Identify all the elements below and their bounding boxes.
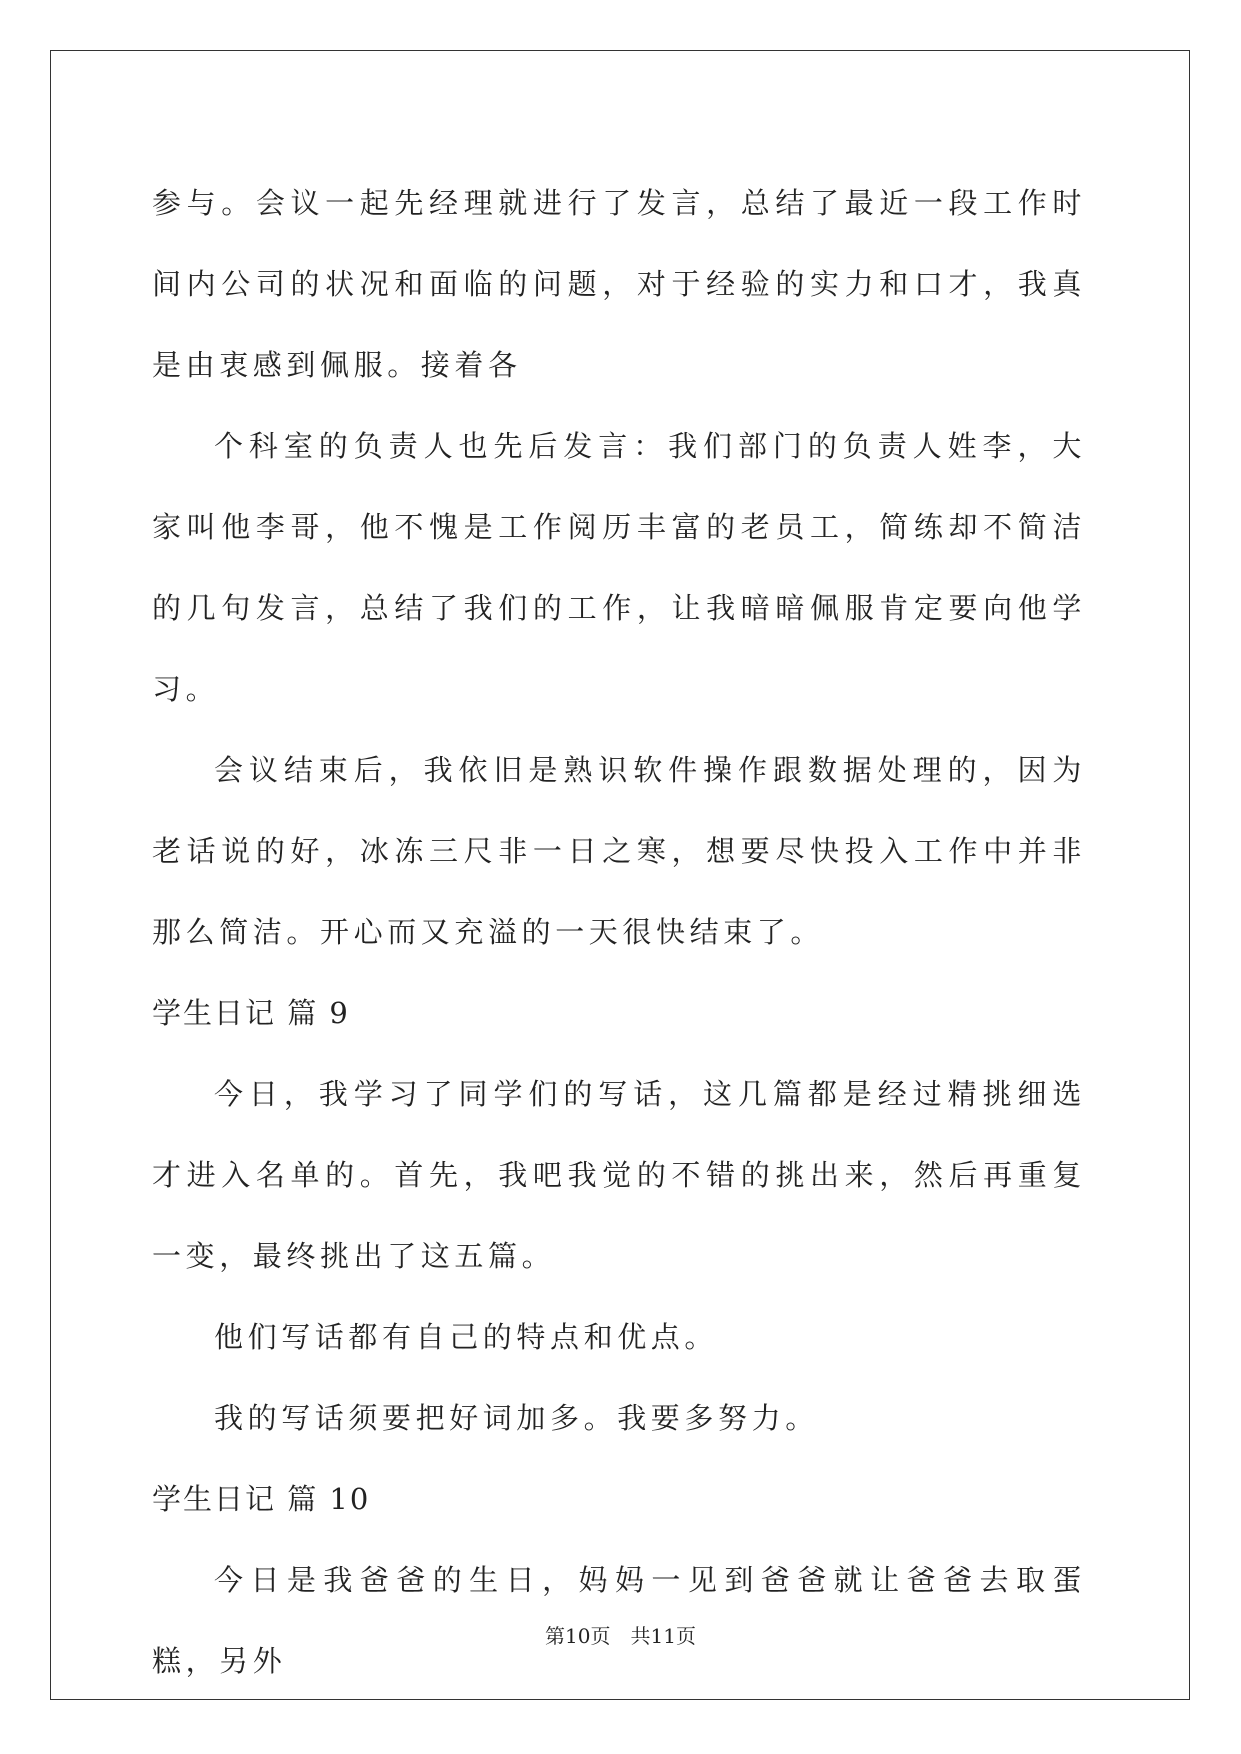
document-body: [152, 163, 1086, 1702]
paragraph: 我的写话须要把好词加多。我要多努力。: [214, 1401, 819, 1435]
total-page-number: 11: [650, 1624, 676, 1648]
section-heading: 学生日记 篇 10: [152, 1482, 371, 1516]
paragraph: 今日是我爸爸的生日，妈妈一见到爸爸就让爸爸去取蛋糕，另外: [152, 1563, 1086, 1678]
paragraph: 他们写话都有自己的特点和优点。: [214, 1320, 719, 1354]
paragraph: 个科室的负责人也先后发言：我们部门的负责人姓李，大家叫他李哥，他不愧是工作阅历丰富的老员工，简练却不简洁的几句发言，总结了我们的工作，让我暗暗佩服肯定要向他学习。: [152, 429, 1086, 706]
paragraph: 今日，我学习了同学们的写话，这几篇都是经过精挑细选才进入名单的。首先，我吧我觉的不错的挑出来，然后再重复一变，最终挑出了这五篇。: [152, 1077, 1086, 1273]
paragraph: 参与。会议一起先经理就进行了发言，总结了最近一段工作时间内公司的状况和面临的问题，对于经验的实力和口才，我真是由衷感到佩服。接着各: [152, 186, 1086, 382]
footer-suffix: 页: [675, 1624, 696, 1648]
section-heading: 学生日记 篇 9: [152, 996, 350, 1030]
current-page-number: 10: [565, 1624, 591, 1648]
paragraph: 会议结束后，我依旧是熟识软件操作跟数据处理的，因为老话说的好，冰冻三尺非一日之寒，想要尽快投入工作中并非那么简洁。开心而又充溢的一天很快结束了。: [152, 753, 1086, 949]
footer-prefix: 第: [545, 1624, 566, 1648]
footer-middle: 页 共: [590, 1624, 651, 1648]
page-footer: [0, 1620, 1241, 1649]
